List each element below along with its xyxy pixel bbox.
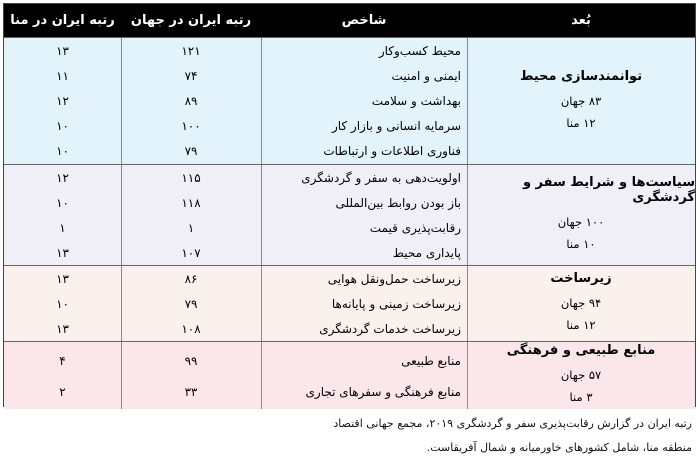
table-row bbox=[4, 138, 695, 163]
dimension-world-rank: ۸۳ جهان bbox=[560, 93, 602, 108]
rank-mena-cell: ۱۳ bbox=[56, 271, 69, 286]
rank-world-cell: ۱ bbox=[187, 220, 195, 235]
dimension-group bbox=[4, 341, 695, 409]
dimension-mena-rank: ۳ منا bbox=[569, 390, 593, 404]
column-divider bbox=[121, 266, 122, 341]
table-row bbox=[4, 88, 695, 113]
column-divider bbox=[261, 342, 262, 409]
rank-world-cell: ۱۰۷ bbox=[181, 245, 201, 260]
column-divider bbox=[261, 165, 262, 265]
indicator-cell: رقابت‌پذیری قیمت bbox=[369, 220, 461, 235]
table-row bbox=[4, 316, 695, 341]
indicator-cell: اولویت‌دهی به سفر و گردشگری bbox=[301, 170, 461, 185]
dimension-group bbox=[4, 265, 695, 341]
rank-world-cell: ۳۳ bbox=[184, 384, 198, 399]
indicator-cell: فناوری اطلاعات و ارتباطات bbox=[323, 143, 461, 158]
table-row bbox=[4, 38, 695, 63]
rank-world-cell: ۹۹ bbox=[184, 353, 198, 368]
column-divider bbox=[467, 165, 468, 265]
rank-world-cell: ۷۴ bbox=[184, 68, 198, 83]
rank-mena-cell: ۱ bbox=[59, 220, 66, 235]
rank-mena-cell: ۱۲ bbox=[56, 93, 69, 108]
dimension-world-rank: ۹۴ جهان bbox=[560, 296, 602, 310]
rank-mena-cell: ۱۲ bbox=[56, 170, 69, 185]
column-divider bbox=[467, 266, 468, 341]
rank-mena-cell: ۱۰ bbox=[56, 296, 69, 311]
header-indicator: شاخص bbox=[261, 4, 467, 37]
rank-world-cell: ۱۲۱ bbox=[181, 43, 201, 58]
rank-world-cell: ۱۱۵ bbox=[181, 170, 201, 185]
table-row bbox=[4, 266, 695, 291]
dimension-name: توانمندسازی محیط bbox=[519, 68, 643, 84]
dimension-world-rank: ۵۷ جهان bbox=[560, 368, 602, 382]
rank-world-cell: ۸۹ bbox=[184, 93, 198, 108]
dimension-group bbox=[4, 37, 695, 164]
dimension-group bbox=[4, 164, 695, 265]
header-rank-world: رتبه ایران در جهان bbox=[121, 4, 261, 37]
rank-mena-cell: ۱۳ bbox=[56, 245, 69, 260]
table-row bbox=[4, 240, 695, 265]
table-row bbox=[4, 291, 695, 316]
ranking-table bbox=[3, 3, 696, 407]
indicator-cell: باز بودن روابط بین‌المللی bbox=[335, 195, 461, 210]
rank-world-cell: ۷۹ bbox=[184, 143, 198, 158]
dimension-name: زیرساخت bbox=[550, 271, 612, 286]
table-row bbox=[4, 190, 695, 215]
footnote-mena: منطقه منا، شامل کشورهای خاورمیانه و شمال آفریقاست. bbox=[426, 441, 692, 454]
table-row bbox=[4, 113, 695, 138]
table-row bbox=[4, 63, 695, 88]
rank-mena-cell: ۱۱ bbox=[56, 68, 69, 83]
rank-mena-cell: ۱۰ bbox=[56, 195, 69, 210]
indicator-cell: پایداری محیط bbox=[392, 245, 461, 260]
dimension-name: سیاست‌ها و شرایط سفر و گردشگری bbox=[522, 175, 695, 205]
dimension-mena-rank: ۱۰ منا bbox=[566, 237, 596, 251]
table-row bbox=[4, 379, 695, 404]
footnote-source: رتبه ایران در گزارش رقابت‌پذیری سفر و گردشگری ۲۰۱۹، مجمع جهانی اقتصاد bbox=[333, 417, 692, 430]
rank-mena-cell: ۱۰ bbox=[56, 143, 69, 158]
column-divider bbox=[121, 165, 122, 265]
indicator-cell: سرمایه انسانی و بازار کار bbox=[331, 118, 461, 133]
table-row bbox=[4, 215, 695, 240]
table-row bbox=[4, 348, 695, 373]
rank-mena-cell: ۱۳ bbox=[56, 43, 69, 58]
column-divider bbox=[121, 38, 122, 164]
indicator-cell: زیرساخت زمینی و پایانه‌ها bbox=[331, 296, 461, 311]
rank-world-cell: ۱۰۸ bbox=[181, 321, 201, 336]
rank-world-cell: ۱۱۸ bbox=[181, 195, 201, 210]
dimension-world-rank: ۱۰۰ جهان bbox=[557, 215, 605, 229]
table-row bbox=[4, 165, 695, 190]
indicator-cell: محیط کسب‌وکار bbox=[378, 43, 461, 58]
rank-mena-cell: ۲ bbox=[59, 384, 66, 399]
indicator-cell: منابع طبیعی bbox=[401, 353, 461, 368]
column-divider bbox=[261, 38, 262, 164]
column-divider bbox=[261, 266, 262, 341]
header-dimension: بُعد bbox=[467, 4, 695, 37]
indicator-cell: زیرساخت خدمات گردشگری bbox=[319, 321, 461, 336]
footnotes bbox=[12, 412, 692, 460]
rank-world-cell: ۸۶ bbox=[184, 271, 198, 286]
rank-mena-cell: ۴ bbox=[59, 353, 66, 368]
column-divider bbox=[121, 342, 122, 409]
column-divider bbox=[467, 342, 468, 409]
dimension-mena-rank: ۱۲ منا bbox=[566, 115, 596, 130]
indicator-cell: زیرساخت حمل‌ونقل هوایی bbox=[327, 271, 461, 286]
rank-mena-cell: ۱۳ bbox=[56, 321, 69, 336]
rank-world-cell: ۷۹ bbox=[184, 296, 198, 311]
indicator-cell: ایمنی و امنیت bbox=[391, 68, 461, 83]
header-rank-mena: رتبه ایران در منا bbox=[4, 4, 121, 37]
indicator-cell: منابع فرهنگی و سفرهای تجاری bbox=[305, 384, 461, 399]
indicator-cell: بهداشت و سلامت bbox=[371, 93, 461, 108]
rank-mena-cell: ۱۰ bbox=[56, 118, 69, 133]
column-divider bbox=[467, 38, 468, 164]
dimension-name: منابع طبیعی و فرهنگی bbox=[506, 343, 656, 358]
dimension-mena-rank: ۱۲ منا bbox=[566, 318, 596, 332]
rank-world-cell: ۱۰۰ bbox=[181, 118, 201, 133]
